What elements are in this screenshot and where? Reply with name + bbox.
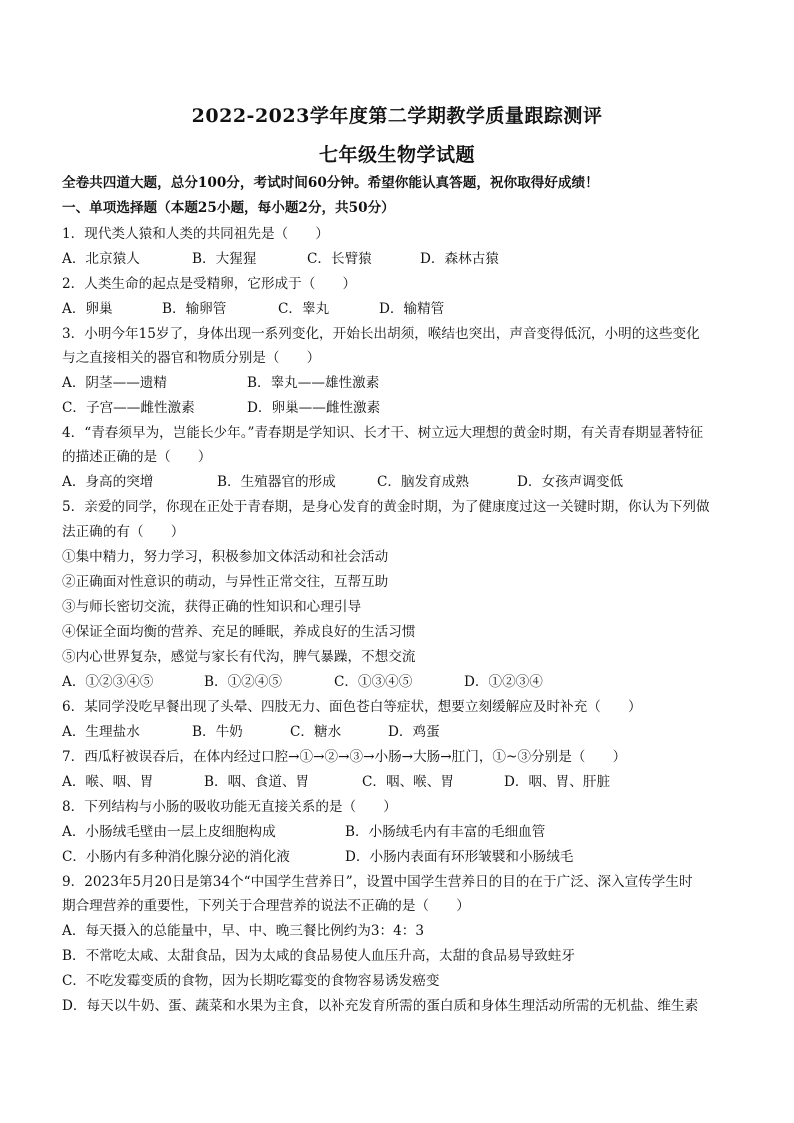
question-5-stem: 5．亲爱的同学，你现在正处于青春期，是身心发育的黄金时期，为了健康度过这一关键时期，你认为下列做 (62, 499, 710, 515)
option-b: B．小肠绒毛内有丰富的毛细血管 (345, 824, 546, 840)
option-b: B．生殖器官的形成 (217, 474, 336, 490)
option-a: A．①②③④⑤ (62, 674, 154, 690)
question-7-options (62, 774, 610, 790)
option-c: C．糖水 (290, 724, 342, 740)
section-heading: 一、单项选择题（本题25小题，每小题2分，共50分） (62, 200, 395, 216)
option-b: B．牛奶 (192, 724, 243, 740)
option-b: B．大猩猩 (192, 251, 257, 267)
option-c: C．长臂猿 (307, 251, 372, 267)
question-5-statement-1: ①集中精力，努力学习，积极参加文体活动和社会活动 (62, 549, 389, 565)
option-b: B．①②④⑤ (204, 674, 282, 690)
option-a: A．北京猿人 (62, 251, 140, 267)
question-1-options (62, 251, 499, 267)
question-5-options (62, 674, 543, 690)
question-1-stem: 1．现代类人猿和人类的共同祖先是（ ） (62, 226, 329, 242)
option-c: C．咽、喉、胃 (362, 774, 454, 790)
option-a: A．阴茎——遗精 (62, 375, 167, 391)
option-b: B．输卵管 (162, 301, 227, 317)
question-9-option-c: C．不吃发霉变质的食物，因为长期吃霉变的食物容易诱发癌变 (62, 973, 440, 989)
question-9-stem-cont: 期合理营养的重要性，下列关于合理营养的说法不正确的是（ ） (62, 898, 470, 914)
question-9-option-a: A．每天摄入的总能量中，早、中、晚三餐比例约为3：4：3 (62, 923, 425, 939)
question-8-options-ab (62, 824, 545, 840)
question-7-stem: 7．西瓜籽被误吞后，在体内经过口腔→①→②→③→小肠→大肠→肛门，①~③分别是（ ） (62, 749, 627, 765)
option-d: D．森林古猿 (420, 251, 499, 267)
option-d: D．小肠内表面有环形皱襞和小肠绒毛 (345, 849, 574, 865)
question-5-statement-3: ③与师长密切交流，获得正确的性知识和心理引导 (62, 599, 362, 615)
question-4-stem: 4．“青春须早为，岂能长少年。”青春期是学知识、长才干、树立远大理想的黄金时期，有关青春期显著特征 (62, 425, 704, 441)
exam-title: 2022-2023学年度第二学期教学质量跟踪测评 (191, 105, 603, 127)
option-b: B．睾丸——雄性激素 (247, 375, 380, 391)
instructions: 全卷共四道大题，总分100分，考试时间60分钟。希望你能认真答题，祝你取得好成绩！ (62, 175, 599, 191)
question-9-option-d: D．每天以牛奶、蛋、蔬菜和水果为主食，以补充发育所需的蛋白质和身体生理活动所需的无机盐、维生素 (62, 998, 699, 1014)
option-a: A．喉、咽、胃 (62, 774, 154, 790)
option-a: A．身高的突增 (62, 474, 154, 490)
option-d: D．咽、胃、肝脏 (504, 774, 611, 790)
option-c: C．①③④⑤ (334, 674, 413, 690)
option-a: A．卵巢 (62, 301, 113, 317)
option-d: D．卵巢——雌性激素 (247, 400, 381, 416)
option-a: A．生理盐水 (62, 724, 140, 740)
option-c: C．脑发育成熟 (377, 474, 469, 490)
question-9-stem: 9．2023年5月20日是第34个“中国学生营养日”，设置中国学生营养日的目的在于广泛、深入宣传学生时 (62, 874, 693, 890)
question-3-options-ab (62, 375, 379, 391)
question-8-options-cd (62, 849, 573, 865)
question-4-stem-cont: 的描述正确的是（ ） (62, 449, 212, 465)
question-5-statement-4: ④保证全面均衡的营养、充足的睡眠，养成良好的生活习惯 (62, 624, 416, 640)
option-d: D．女孩声调变低 (517, 474, 624, 490)
question-6-stem: 6．某同学没吃早餐出现了头晕、四肢无力、面色苍白等症状，想要立刻缓解应及时补充（ ） (62, 699, 642, 715)
question-8-stem: 8．下列结构与小肠的吸收功能无直接关系的是（ ） (62, 799, 397, 815)
option-a: A．小肠绒毛壁由一层上皮细胞构成 (62, 824, 276, 840)
option-d: D．输精管 (379, 301, 445, 317)
option-d: D．鸡蛋 (388, 724, 440, 740)
question-4-options (62, 474, 623, 490)
question-3-options-cd (62, 400, 380, 416)
exam-subtitle: 七年级生物学试题 (318, 144, 475, 166)
question-6-options (62, 724, 440, 740)
question-5-statement-2: ②正确面对性意识的萌动，与异性正常交往，互帮互助 (62, 574, 389, 590)
question-3-stem: 3．小明今年15岁了，身体出现一系列变化，开始长出胡须，喉结也突出，声音变得低沉，小明的这些变化 (62, 326, 700, 342)
question-2-stem: 2．人类生命的起点是受精卵，它形成于（ ） (62, 276, 357, 292)
option-c: C．子宫——雌性激素 (62, 400, 195, 416)
question-3-stem-cont: 与之直接相关的器官和物质分别是（ ） (62, 350, 321, 366)
question-5-statement-5: ⑤内心世界复杂，感觉与家长有代沟，脾气暴躁，不想交流 (62, 649, 416, 665)
option-c: C．小肠内有多种消化腺分泌的消化液 (62, 849, 290, 865)
question-5-stem-cont: 法正确的有（ ） (62, 524, 185, 540)
option-c: C．睾丸 (278, 301, 330, 317)
question-9-option-b: B．不常吃太咸、太甜食品，因为太咸的食品易使人血压升高，太甜的食品易导致蛀牙 (62, 948, 575, 964)
option-b: B．咽、食道、胃 (204, 774, 310, 790)
question-2-options (62, 301, 444, 317)
option-d: D．①②③④ (464, 674, 543, 690)
